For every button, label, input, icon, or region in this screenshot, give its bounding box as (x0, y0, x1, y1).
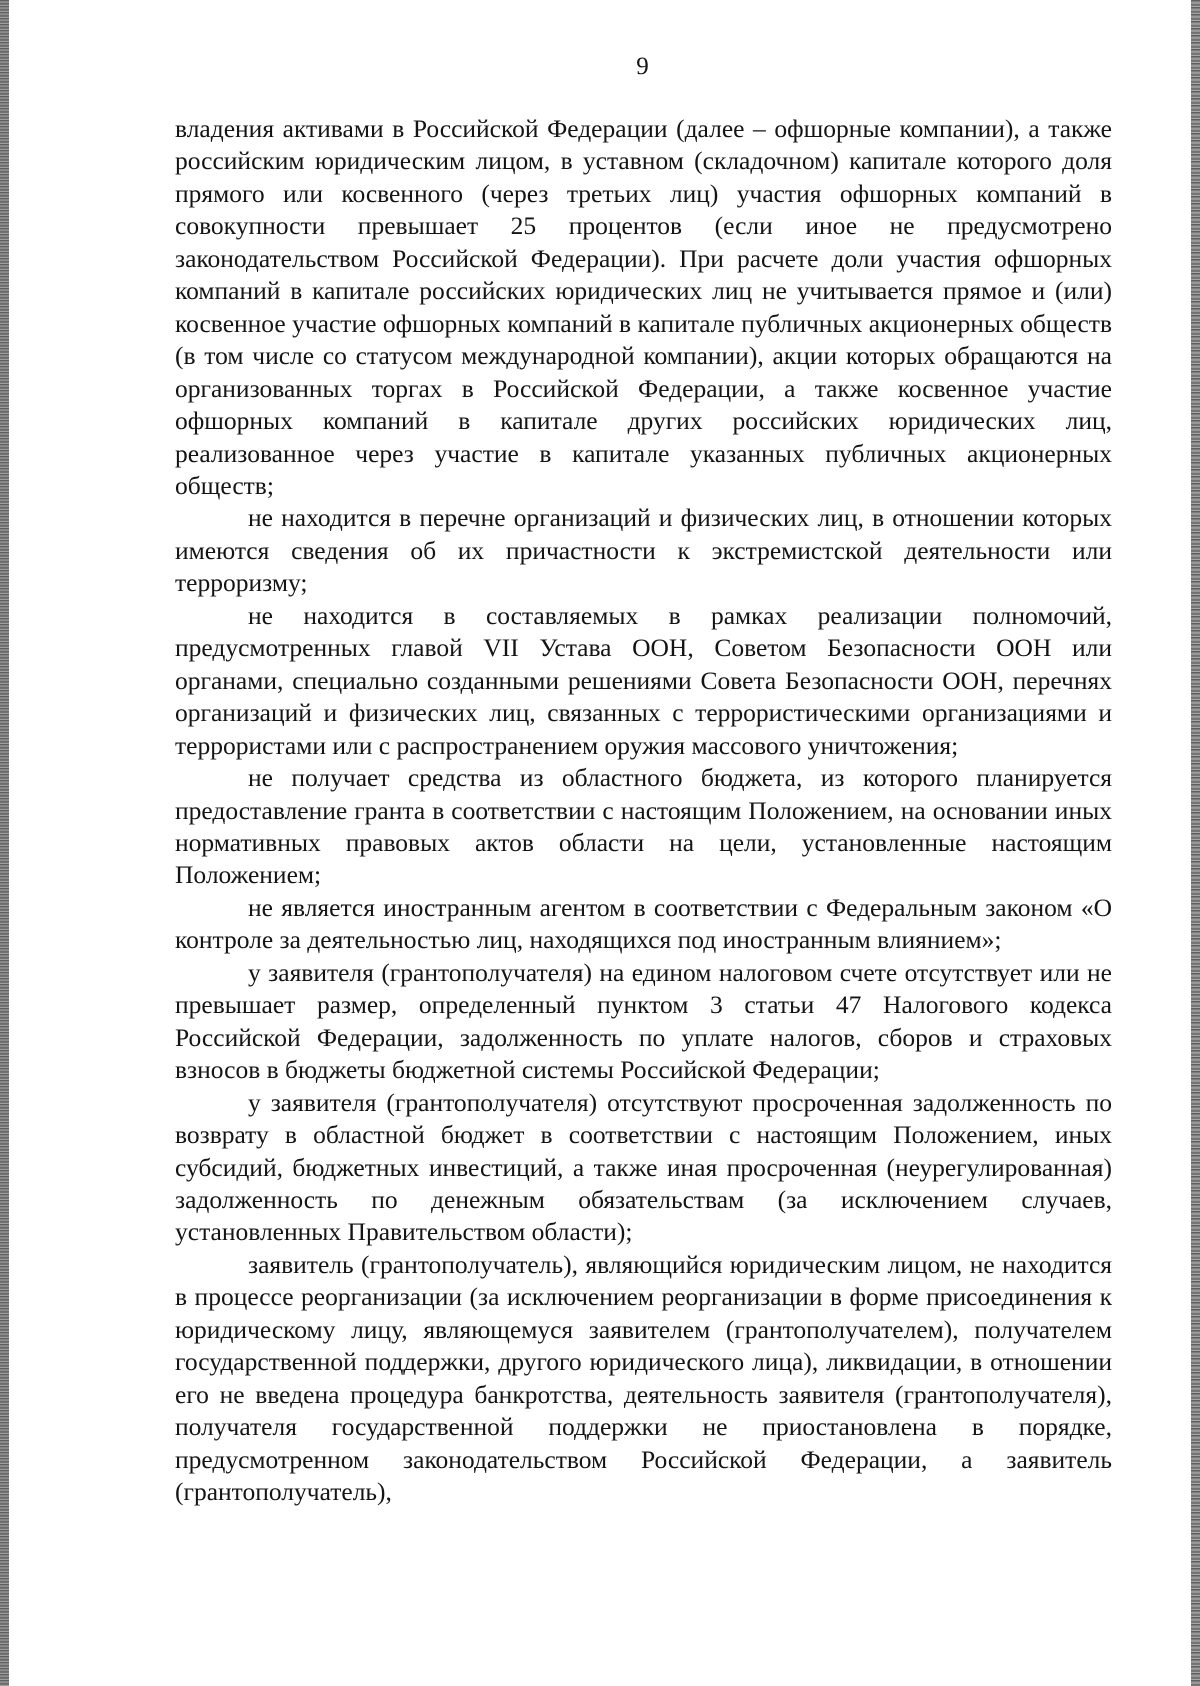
scan-edge-left (0, 0, 9, 1686)
paragraph-extremism-list: не находится в перечне организаций и физических лиц, в отношении которых имеются сведения об их причастности к экстремистской деятельности или терроризму; (175, 503, 1112, 598)
paragraph-regional-budget-funds: не получает средства из областного бюджета, из которого планируется предоставление гранта в соответствии с настоящим Положением, на основании иных нормативных правовых актов области на цели, установленные настоящим Положением; (175, 763, 1112, 890)
paragraph-overdue-debt: у заявителя (грантополучателя) отсутствуют просроченная задолженность по возврату в областной бюджет в соответствии с настоящим Положением, иных субсидий, бюджетных инвестиций, а также иная просроченная (неурегулированная) задолженность по денежным обязательствам (за исключением случаев, установленных Правительством области); (175, 1087, 1112, 1247)
paragraph-un-sanctions-list: не находится в составляемых в рамках реализации полномочий, предусмотренных главой VII Устава ООН, Советом Безопасности ООН или органами, специально созданными решениями Совета Безопасности ООН, перечнях организаций и физических лиц, связанных с террористическими организациями и террористами или с распространением оружия массового уничтожения; (175, 600, 1112, 760)
paragraph-foreign-agent: не является иностранным агентом в соответствии с Федеральным законом «О контроле за деятельностью лиц, находящихся под иностранным влиянием»; (175, 892, 1112, 955)
paragraph-reorganization-status: заявитель (грантополучатель), являющийся юридическим лицом, не находится в процессе реорганизации (за исключением реорганизации в форме присоединения к юридическому лицу, являющемуся заявителем (грантополучателем), получателем государственной поддержки, другого юридического лица), ликвидации, в отношении его не введена процедура банкротства, деятельность заявителя (грантополучателя), получателя государственной поддержки не приостановлена в порядке, предусмотренном законодательством Российской Федерации, а заявитель (грантополучатель), (175, 1249, 1112, 1507)
page-number: 9 (636, 53, 649, 80)
paragraph-offshore-continuation: владения активами в Российской Федерации (далее – офшорные компании), а также российским юридическим лицом, в уставном (складочном) капитале которого доля прямого или косвенного (через третьих лиц) участия офшорных компаний в совокупности превышает 25 процентов (если иное не предусмотрено законодательством Российской Федерации). При расчете доли участия офшорных компаний в капитале российских юридических лиц не учитывается прямое и (или) косвенное участие офшорных компаний в капитале публичных акционерных обществ (в том числе со статусом международной компании), акции которых обращаются на организованных торгах в Российской Федерации, а также косвенное участие офшорных компаний в капитале других российских юридических лиц, реализованное через участие в капитале указанных публичных акционерных обществ; (175, 114, 1112, 500)
scan-edge-right (1191, 0, 1200, 1686)
document-body (175, 113, 1112, 1508)
paragraph-tax-debt: у заявителя (грантополучателя) на едином налоговом счете отсутствует или не превышает размер, определенный пунктом 3 статьи 47 Налогового кодекса Российской Федерации, задолженность по уплате налогов, сборов и страховых взносов в бюджеты бюджетной системы Российской Федерации; (175, 957, 1112, 1085)
